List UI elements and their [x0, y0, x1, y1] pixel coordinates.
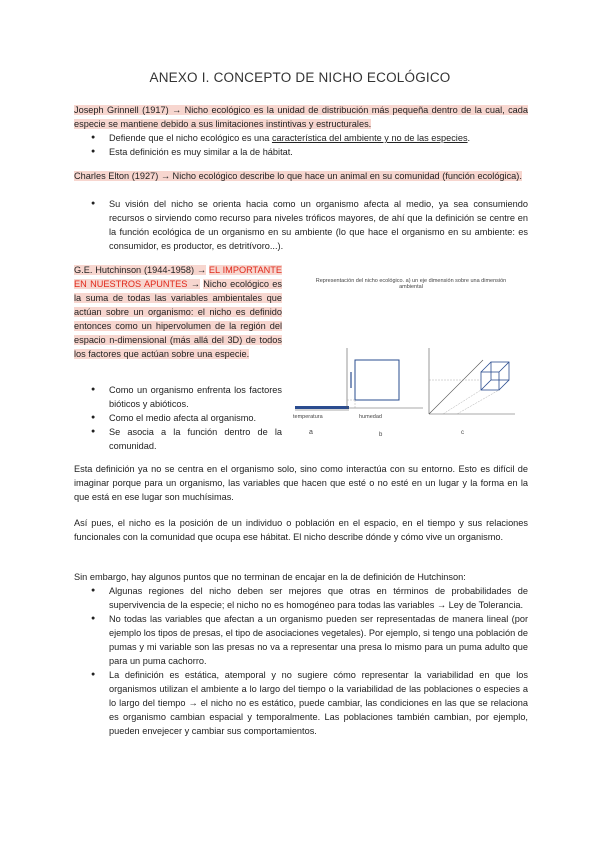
grinnell-bullets: [74, 131, 528, 159]
paragraph-2: Así pues, el nicho es la posición de un individuo o población en el espacio, en el tiempo y sus relaciones funcionales con la comunidad que ocupa ese hábitat. El nicho describe dónde y cómo vive un organismo.: [74, 518, 528, 542]
bullet-text: Defiende que el nicho ecológico es una: [109, 133, 272, 143]
panel-label-c: c: [461, 430, 464, 436]
list-item: ● Su visión del nicho se orienta hacia como un organismo afecta al medio, ya sea consumiendo recursos o sirviendo como recurso para niveles tróficos mayores, de ahí que la definición se centre en la función ecológica de un organismo en su ambiente (lo que hace el organismo en su ambiente: es consumidor, es productor, es detritívoro...).: [74, 197, 528, 253]
niche-volume-3d: [481, 362, 509, 390]
limitations-list: [74, 584, 528, 738]
elton-bullets: [74, 197, 528, 253]
underlined-text: característica del ambiente y no de las especies: [271, 133, 468, 143]
paragraph-3: Sin embargo, hay algunos puntos que no terminan de encajar en la de definición de Hutchinson:: [74, 572, 466, 582]
niche-area-2d: [355, 360, 399, 400]
paragraph-1: Esta definición ya no se centra en el organismo solo, sino como interactúa con su entorno. Esto es difícil de imaginar porque para un organismo, las variables que hacen que esté o no esté en un lugar y la forma en la que está en ese lugar son muchísimas.: [74, 464, 528, 502]
grinnell-definition: [74, 103, 528, 131]
grinnell-text: Joseph Grinnell (1917) → Nicho ecológico es la unidad de distribución más pequeña dentro de la cual, cada especie se mantiene debido a sus limitaciones instintivas y estructurales.: [74, 105, 528, 129]
hutchinson-name: G.E. Hutchinson (1944-1958) →: [74, 265, 207, 275]
list-item: ● Algunas regiones del nicho deben ser mejores que otras en términos de probabilidades de supervivencia de la especie; el nicho no es homogéneo para todas las variables → Ley de Tolerancia.: [74, 584, 528, 612]
list-item: ● Como un organismo enfrenta los factores bióticos y abióticos.: [74, 383, 282, 411]
niche-figure: [285, 276, 531, 444]
panel-label-b: b: [379, 432, 383, 438]
list-item: [74, 131, 528, 145]
panel-label-a: a: [309, 429, 313, 436]
axis-label-humidity: humedad: [359, 414, 382, 420]
figure-caption: Representación del nicho ecológico. a) un eje dimensión sobre una dimensión ambiental: [315, 278, 507, 290]
hutchinson-definition: [74, 263, 282, 361]
hutchinson-bullets: [74, 383, 282, 453]
niche-range-1d: [295, 406, 349, 409]
axis-label-temperature: temperatura: [293, 414, 323, 420]
elton-definition: [74, 169, 528, 183]
list-item: ● Se asocia a la función dentro de la comunidad.: [74, 425, 282, 453]
list-item: ● Como el medio afecta al organismo.: [74, 411, 282, 425]
bullet-text-end: .: [467, 133, 471, 143]
elton-text: Charles Elton (1927) → Nicho ecológico describe lo que hace un animal en su comunidad (función ecológica).: [74, 171, 522, 181]
page-title: ANEXO I. CONCEPTO DE NICHO ECOLÓGICO: [149, 70, 451, 85]
list-item: ● Esta definición es muy similar a la de hábitat.: [74, 145, 528, 159]
list-item: ● No todas las variables que afectan a un organismo pueden ser representadas de manera lineal (por ejemplo los tipos de presas, el tipo de asociaciones vegetales). Por ejemplo, si tengo una población de pumas y mi variable son las presas no va a representar una presa lo mismo para un puma adulto que para un puma cachorro.: [74, 612, 528, 668]
list-item: ● La definición es estática, atemporal y no sugiere cómo representar la variabilidad en que los organismos utilizan el ambiente a lo largo del tiempo o la variabilidad de las poblaciones o especies a lo largo del tiempo → el nicho no es estático, puede cambiar, las condiciones en las que se relaciona es organismo cambian espacial y temporalmente. Las poblaciones también cambian, por ejemplo, pueden envejecer y cambiar sus comportamientos.: [74, 668, 528, 738]
hutchinson-text: Nicho ecológico es la suma de todas las variables ambientales que actúan sobre un organismo: el nicho es definido entonces como un hipervolumen de la región del espacio n-dimensional (más allá del 3D) de todos los factores que actúan sobre una especie.: [74, 279, 282, 359]
arrow: →: [187, 279, 200, 289]
important-note: EL IMPORTANTE EN NUESTROS APUNTES: [74, 265, 282, 289]
